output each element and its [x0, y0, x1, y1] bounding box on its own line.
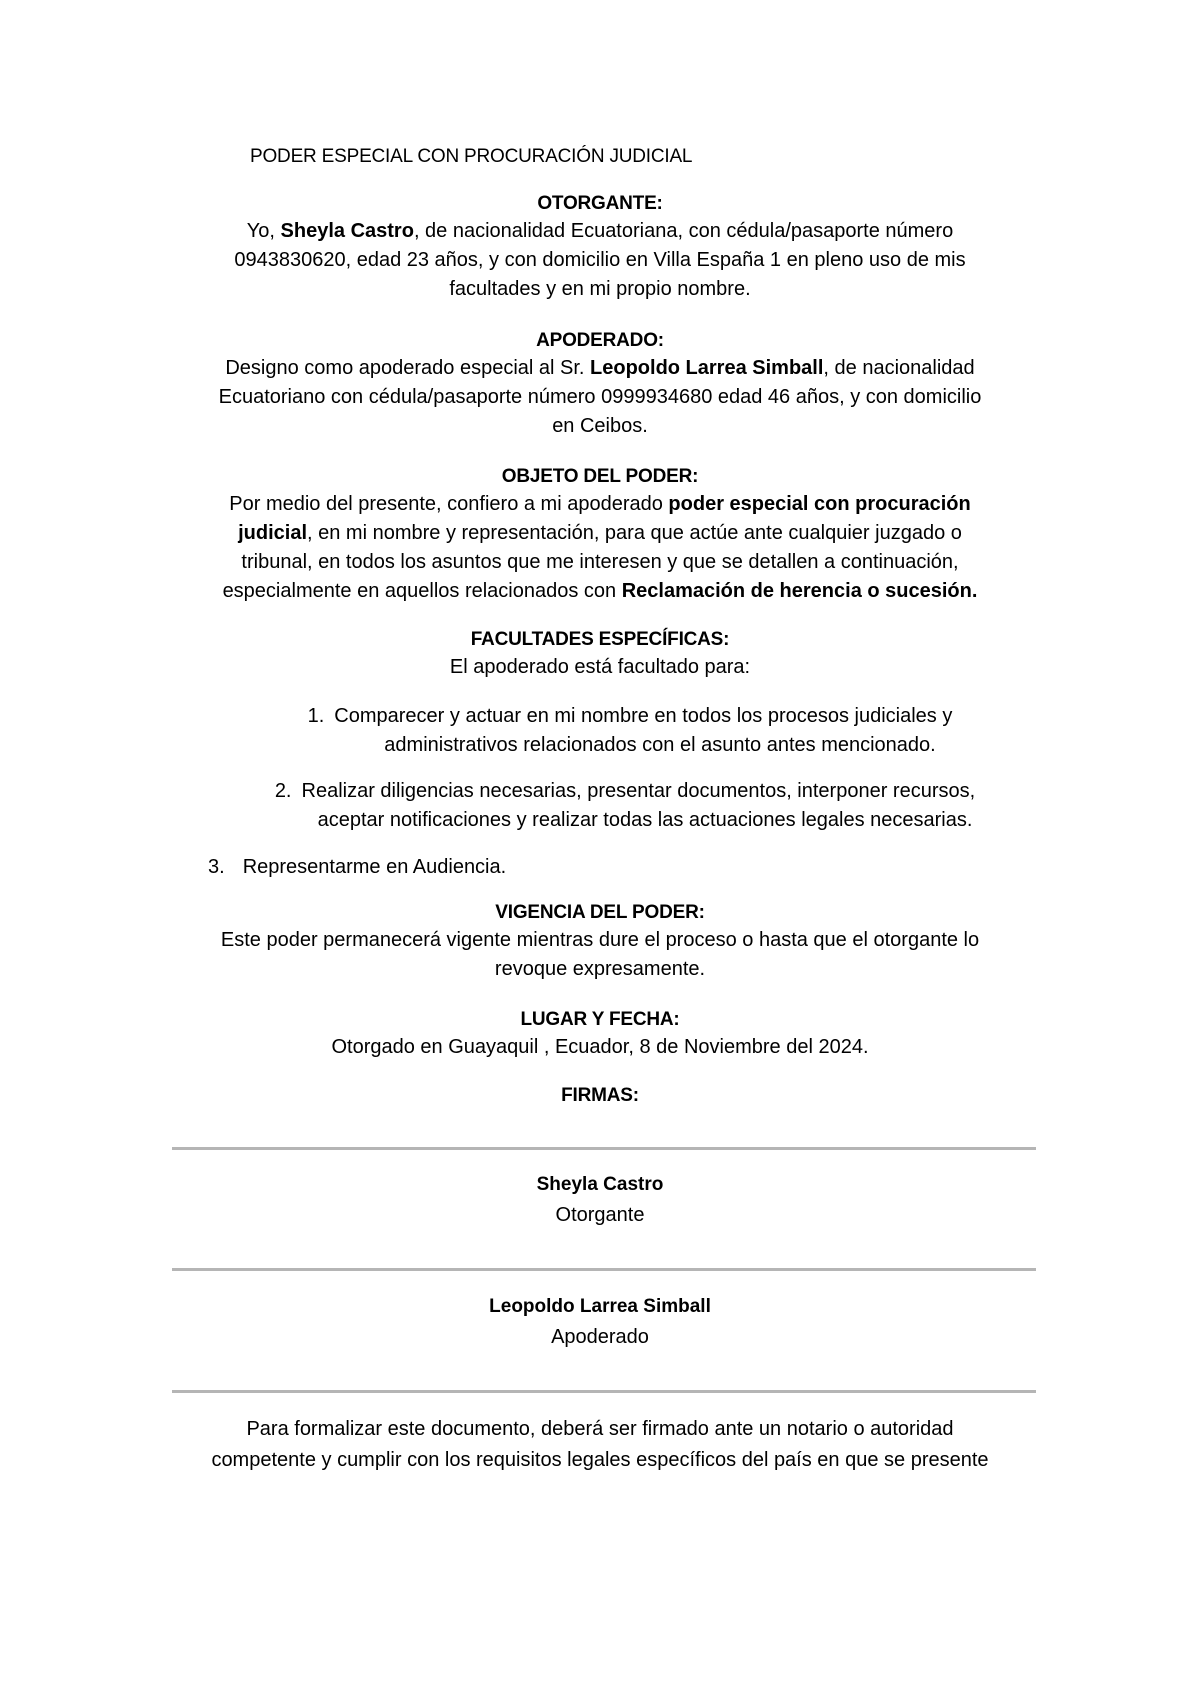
otorgante-section: [160, 191, 1040, 304]
list-item-line-2: administrativos relacionados con el asunto antes mencionado.: [384, 734, 936, 756]
otorgante-name: Sheyla Castro: [280, 220, 414, 242]
list-number: 2.: [274, 780, 292, 802]
lugar-heading: LUGAR Y FECHA:: [520, 1009, 680, 1030]
apoderado-line-3: en Ceibos.: [552, 415, 648, 437]
signer-role: Otorgante: [555, 1204, 645, 1226]
vigencia-heading: VIGENCIA DEL PODER:: [495, 902, 705, 923]
apoderado-line-2: Ecuatoriano con cédula/pasaporte número 0999934680 edad 46 años, y con domicilio: [218, 386, 982, 408]
list-item-line-1: [215, 777, 1035, 806]
objeto-text: , en mi nombre y representación, para que actúe ante cualquier juzgado o: [307, 522, 962, 544]
facultades-heading: FACULTADES ESPECÍFICAS:: [470, 629, 730, 650]
closing-note: [160, 1414, 1040, 1476]
objeto-line-2: [160, 519, 1040, 548]
vigencia-line-2: revoque expresamente.: [494, 958, 706, 980]
signer-name: Sheyla Castro: [536, 1174, 664, 1195]
signer-name: Leopoldo Larrea Simball: [489, 1296, 711, 1317]
list-number: 1.: [307, 705, 325, 727]
list-number: 3.: [208, 856, 225, 878]
list-item-line-2: aceptar notificaciones y realizar todas las actuaciones legales necesarias.: [317, 809, 973, 831]
firmas-section: [160, 1083, 1040, 1109]
objeto-line-4: [160, 577, 1040, 606]
list-item: [208, 853, 808, 882]
otorgante-line-3: facultades y en mi propio nombre.: [449, 278, 751, 300]
list-item: [250, 702, 1010, 760]
objeto-bold-text: poder especial con procuración: [668, 493, 971, 515]
list-text: Comparecer y actuar en mi nombre en todos los procesos judiciales y: [334, 705, 953, 727]
apoderado-heading: APODERADO:: [536, 330, 664, 351]
apoderado-text: , de nacionalidad: [823, 357, 975, 379]
apoderado-section: [160, 328, 1040, 441]
lugar-section: [160, 1007, 1040, 1062]
facultades-section: [160, 627, 1040, 682]
list-item-line-1: [208, 853, 808, 882]
objeto-text: Por medio del presente, confiero a mi apoderado: [229, 493, 669, 515]
vigencia-section: [160, 900, 1040, 984]
list-item: [215, 777, 1035, 835]
objeto-bold-text: judicial: [238, 522, 308, 544]
otorgante-text: , de nacionalidad Ecuatoriana, con cédula/pasaporte número: [413, 220, 954, 242]
objeto-text: especialmente en aquellos relacionados con: [222, 580, 622, 602]
otorgante-heading: OTORGANTE:: [537, 193, 663, 214]
otorgante-line-1: [160, 217, 1040, 246]
firmas-heading: FIRMAS:: [561, 1085, 639, 1106]
list-text: Representarme en Audiencia.: [242, 856, 507, 878]
objeto-line-3: tribunal, en todos los asuntos que me interesen y que se detallen a continuación,: [241, 551, 959, 573]
signature-block-otorgante: [160, 1170, 1040, 1230]
signer-role: Apoderado: [551, 1326, 649, 1348]
closing-note-line-2: competente y cumplir con los requisitos legales específicos del país en que se presente: [211, 1449, 989, 1471]
signature-line: [172, 1268, 1036, 1271]
vigencia-line-1: Este poder permanecerá vigente mientras dure el proceso o hasta que el otorgante lo: [220, 929, 980, 951]
apoderado-line-1: [160, 354, 1040, 383]
facultades-intro: El apoderado está facultado para:: [449, 656, 751, 678]
objeto-heading: OBJETO DEL PODER:: [501, 466, 699, 487]
signature-line: [172, 1147, 1036, 1150]
objeto-line-1: [160, 490, 1040, 519]
closing-note-line-1: Para formalizar este documento, deberá ser firmado ante un notario o autoridad: [246, 1418, 954, 1440]
apoderado-text: Designo como apoderado especial al Sr.: [225, 357, 591, 379]
signature-line: [172, 1390, 1036, 1393]
apoderado-name: Leopoldo Larrea Simball: [590, 357, 824, 379]
objeto-bold-text: Reclamación de herencia o sucesión.: [621, 580, 978, 602]
otorgante-text: Yo,: [246, 220, 281, 242]
signature-block-apoderado: [160, 1292, 1040, 1352]
lugar-line-1: Otorgado en Guayaquil , Ecuador, 8 de Noviembre del 2024.: [331, 1036, 869, 1058]
list-text: Realizar diligencias necesarias, presentar documentos, interponer recursos,: [301, 780, 976, 802]
list-item-line-1: [250, 702, 1010, 731]
otorgante-line-2: 0943830620, edad 23 años, y con domicilio en Villa España 1 en pleno uso de mis: [234, 249, 966, 271]
objeto-section: [160, 464, 1040, 606]
document-title: PODER ESPECIAL CON PROCURACIÓN JUDICIAL: [250, 146, 693, 167]
